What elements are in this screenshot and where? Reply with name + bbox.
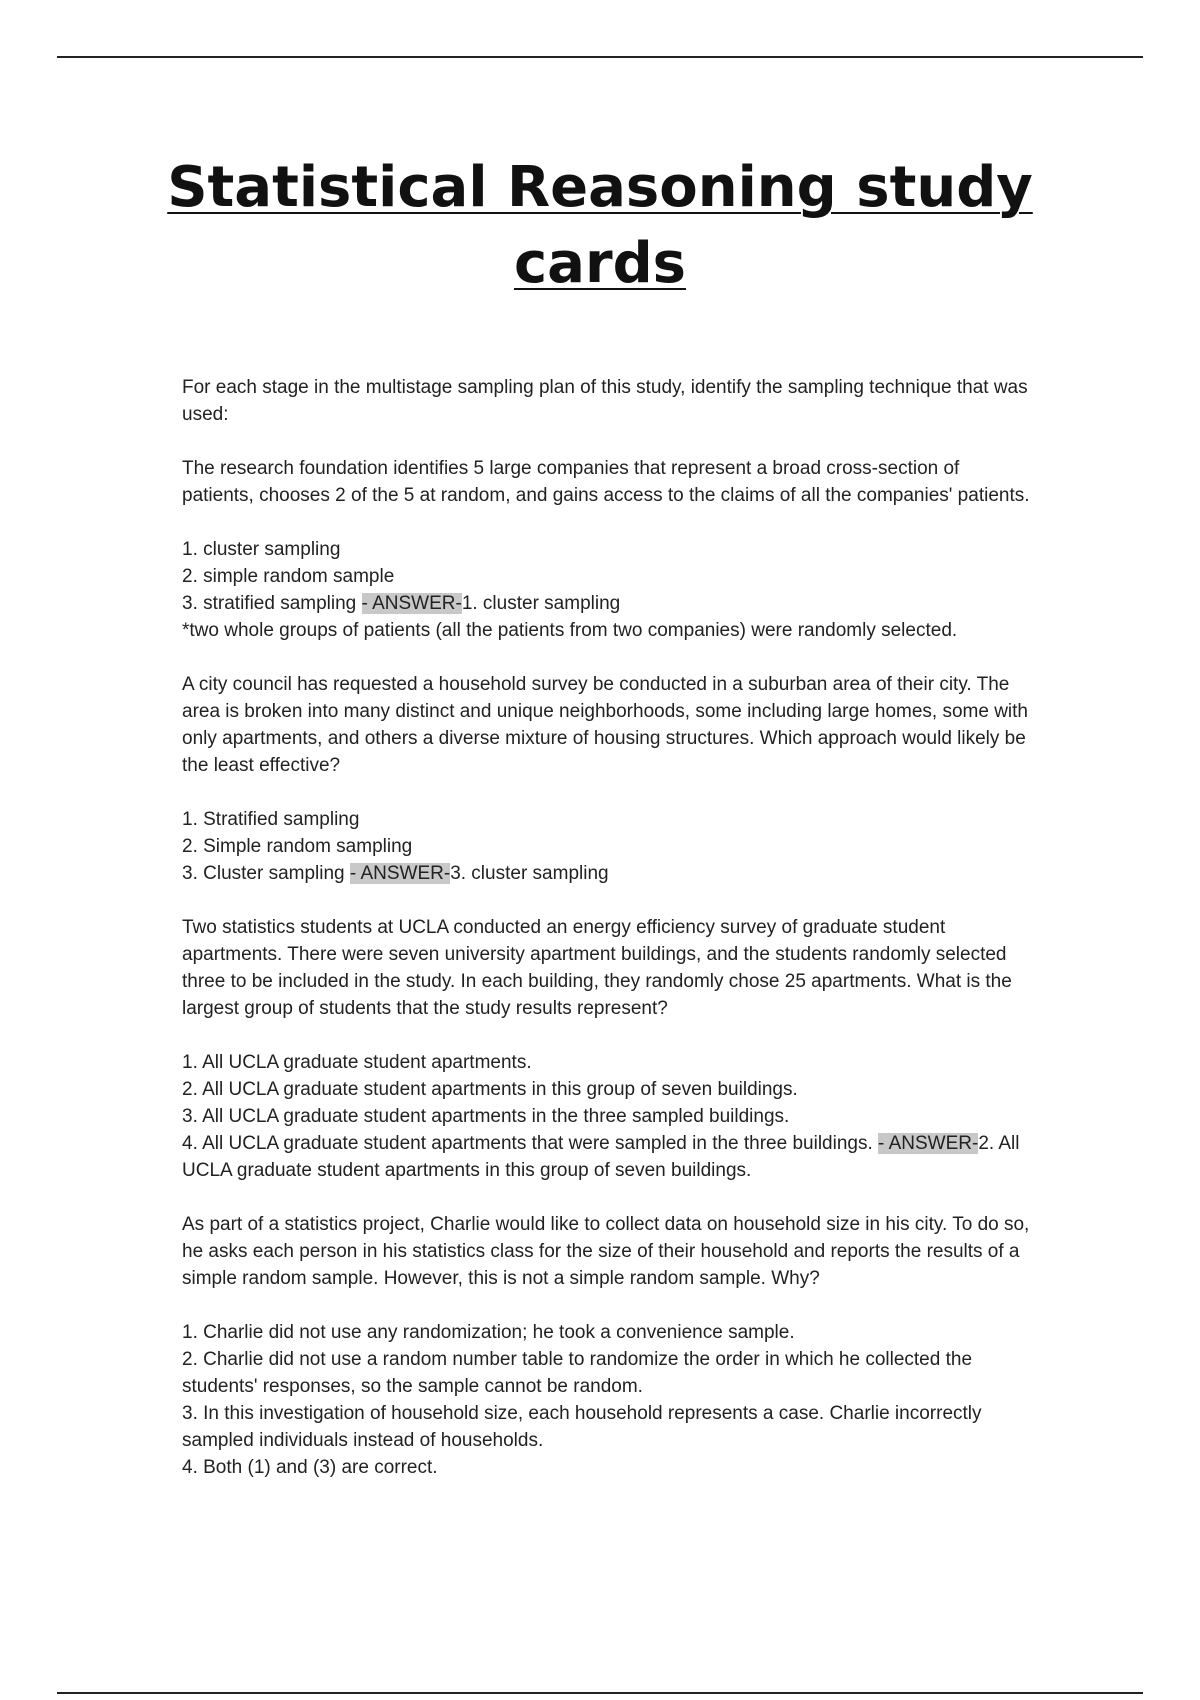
answer-marker: - ANSWER- <box>349 863 451 884</box>
card-option: 4. Both (1) and (3) are correct. <box>182 1457 438 1478</box>
card-option: 3. All UCLA graduate student apartments in the three sampled buildings. <box>182 1106 790 1127</box>
card-options <box>182 806 1032 887</box>
title-line-1: Statistical Reasoning study <box>167 155 1033 220</box>
card-option: 2. Simple random sampling <box>182 836 413 857</box>
study-card <box>182 374 1032 644</box>
card-option: 4. All UCLA graduate student apartments that were sampled in the three buildings. <box>182 1133 879 1154</box>
card-note: *two whole groups of patients (all the patients from two companies) were randomly selected. <box>182 620 958 641</box>
answer-marker: - ANSWER- <box>878 1133 979 1154</box>
card-answer: 3. cluster sampling <box>450 863 609 884</box>
study-card <box>182 1211 1032 1481</box>
card-option-with-answer <box>182 1130 1032 1184</box>
card-options <box>182 1049 1032 1184</box>
study-card <box>182 671 1032 887</box>
card-option: 2. Charlie did not use a random number table to randomize the order in which he collected the students' responses, so the sample cannot be random. <box>182 1349 973 1397</box>
answer-marker: - ANSWER- <box>361 593 462 614</box>
card-option: 1. All UCLA graduate student apartments. <box>182 1052 532 1073</box>
card-option: 1. Stratified sampling <box>182 809 360 830</box>
top-rule <box>57 56 1143 58</box>
card-option: 3. Cluster sampling <box>182 863 350 884</box>
card-options <box>182 536 1032 644</box>
card-option: 1. cluster sampling <box>182 539 341 560</box>
document-body <box>182 374 1032 1508</box>
card-option-with-answer <box>182 860 1032 887</box>
card-option: 2. All UCLA graduate student apartments in this group of seven buildings. <box>182 1079 798 1100</box>
card-option: 3. stratified sampling <box>182 593 362 614</box>
card-option: 3. In this investigation of household size, each household represents a case. Charlie incorrectly sampled individuals instead of households. <box>182 1403 982 1451</box>
card-options <box>182 1319 1032 1481</box>
title-block <box>0 150 1200 302</box>
document-title <box>167 150 1033 302</box>
card-option: 1. Charlie did not use any randomization; he took a convenience sample. <box>182 1322 795 1343</box>
card-answer: 1. cluster sampling <box>461 593 621 614</box>
card-option: 2. simple random sample <box>182 566 395 587</box>
card-option-with-answer <box>182 590 1032 617</box>
title-line-2: cards <box>513 231 687 296</box>
card-answer: 2. All UCLA graduate student apartments in this group of seven buildings. <box>182 1133 1020 1181</box>
card-question: The research foundation identifies 5 large companies that represent a broad cross-section of patients, chooses 2 of the 5 at random, and gains access to the claims of all the companies' patients. <box>182 458 1030 506</box>
card-question: A city council has requested a household survey be conducted in a suburban area of their city. The area is broken into many distinct and unique neighborhoods, some including large homes, some with only apartments, and others a diverse mixture of housing structures. Which approach would likely be the least effective? <box>182 674 1028 776</box>
card-question: For each stage in the multistage sampling plan of this study, identify the sampling technique that was used: <box>182 377 1028 425</box>
card-question: Two statistics students at UCLA conducted an energy efficiency survey of graduate student apartments. There were seven university apartment buildings, and the students randomly selected three to be included in the study. In each building, they randomly chose 25 apartments. What is the largest group of students that the study results represent? <box>182 917 1012 1019</box>
study-card <box>182 914 1032 1184</box>
card-question: As part of a statistics project, Charlie would like to collect data on household size in his city. To do so, he asks each person in his statistics class for the size of their household and reports the results of a simple random sample. However, this is not a simple random sample. Why? <box>182 1214 1030 1289</box>
bottom-rule <box>57 1692 1143 1694</box>
